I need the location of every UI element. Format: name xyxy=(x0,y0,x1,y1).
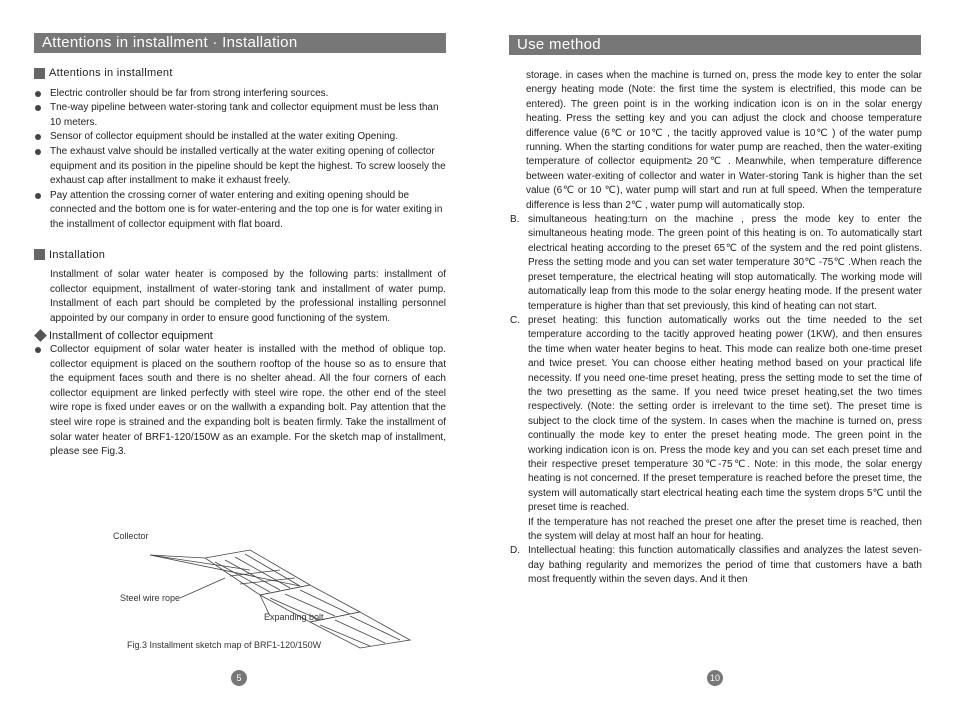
list-item: The exhaust valve should be installed vertically at the water exiting opening of collector equipment and its position in the pipeline should be kept the highest. To screw loosely the exhaust cap after installment to make it exhaust freely. xyxy=(34,145,446,189)
list-item: Sensor of collector equipment should be installed at the water exiting Opening. xyxy=(34,130,446,145)
subsection-collector-title: Installment of collector equipment xyxy=(34,329,446,344)
left-header-title: Attentions in installment · Installation xyxy=(42,34,298,51)
list-item-c-extra: If the temperature has not reached the preset one after the preset time is reached, then the system will delay at most half an hour for heating. xyxy=(528,516,922,542)
list-item-c: C. preset heating: this function automatically works out the time needed to the set temperature according to the tacitly approved heating power (1KW), and then ensures the time when water heater begins to heat. This mode can realize both one-time preset and twice preset. You can choose either heating method based on your practical life necessity. If you need one-time preset heating, press the setting mode to set the time of the two presetting as the same. If you need twice preset heating,set the two times respectively. (Note: the setting order is irrelevant to the time set). The preset time is subject to the clock time of the system. In cases when the machine is turned on, press continually the mode key to enter the preset heating mode. The green point in the working indication icon is on. Press the mode key and you can set each preset time and their respective preset temperature 30℃-75℃. Note: in this mode, the solar energy heating is not concerned. If the preset temperature is reached before the preset time, the system will automatically start electrical heating each time the system drops 5℃ until the preset time is reached. xyxy=(510,314,922,514)
section-attentions-title: Attentions in installment xyxy=(34,66,446,81)
square-bullet-icon xyxy=(34,249,45,260)
right-header-title: Use method xyxy=(517,36,601,53)
right-header-bar xyxy=(509,35,921,55)
item-label-b: B. xyxy=(510,214,520,226)
section-installation-title: Installation xyxy=(34,248,446,263)
collector-panel-3 xyxy=(310,612,410,648)
rope-pointer-line xyxy=(180,578,225,598)
square-bullet-icon xyxy=(34,68,45,79)
right-column xyxy=(510,69,922,588)
list-item: Tne-way pipeline between water-storing tank and collector equipment must be less than 10 meters. xyxy=(34,101,446,130)
left-column xyxy=(34,66,446,460)
list-item-d: D. Intellectual heating: this function automatically classifies and analyzes the latest seven-day bathing regularity and memorizes the period of time that customers have a bath most frequently within the seven days. And it then xyxy=(510,545,922,586)
collector-sketch xyxy=(110,530,440,650)
installment-sketch-figure xyxy=(110,530,440,650)
page-number-right: 10 xyxy=(707,670,723,686)
page-number-left: 5 xyxy=(231,670,247,686)
figure-caption: Fig.3 Installment sketch map of BRF1-120/150W xyxy=(127,640,322,650)
label-collector: Collector xyxy=(113,531,149,541)
list-item-b: B. simultaneous heating:turn on the machine , press the mode key to enter the simultaneous heating mode. The green point of this heating is on. To automatically start electrical heating according to the preset 65℃ of the system and the red point glistens. Press the setting mode and you can set water temperature 30℃ -75℃ .When reach the preset temperature, the electrical heating will stop automatically. The working mode will automatically leap from this mode to the solar energy heating mode. If the present water temperature is higher than that set previously, this kind of heating can not start. xyxy=(510,214,922,312)
mode-a-continued: storage. in cases when the machine is turned on, press the mode key to enter the solar energy heating mode (Note: the first time the system is electrified, this mode can be entered). The green point is in the working indication icon is on in the solar energy heating. Press the setting key and you can adjust the clock and choose temperature difference value (6℃ or 10℃ , the tacitly approved value is 10℃ ) of the water pump running. When the starting conditions for water pump are reached, then the water-exiting temperature of collector equipment≥ 20℃ . Meanwhile, when temperature difference between water-exiting of collector and water in Water-storing Tank is higher than the set value (6℃ or 10 ℃), water pump will start and run at full speed. When the temperature difference is less than 2℃ , water pump will automatically stop. xyxy=(526,70,922,211)
item-label-d: D. xyxy=(510,545,520,557)
collector-paragraph: Collector equipment of solar water heater is installed with the method of oblique top. collector equipment is placed on the southern rooftop of the house so as to ensure that the equipment faces south and there is no shelter ahead. All the four corners of each collector equipment are linked perfectly with steel wire rope. the other end of the steel wire rope is fixed under eaves or on the wallwith a expanding bolt. Pay attention that the steel wire rope is strained and the expanding bolt is beaten firmly. Take the installment of solar water heater of BRF1-120/150W as an example. For the sketch map of installment, please see Fig.3. xyxy=(34,343,446,460)
attentions-list xyxy=(34,87,446,233)
left-header-bar xyxy=(34,33,446,53)
label-expanding-bolt: Expanding bolt xyxy=(264,612,324,622)
installation-paragraph: Installment of solar water heater is composed by the following parts: installment of collector equipment, installment of water-storing tank and installment of water pump. Installment of each part should be completed by the professional installing personnel appointed by our company in order to ensure good functioning of the system. xyxy=(50,269,446,324)
label-steel-wire-rope: Steel wire rope xyxy=(120,593,181,603)
item-label-c: C. xyxy=(510,314,520,326)
list-item: Pay attention the crossing corner of water entering and exiting opening should be connected and the bottom one is for water-entering and the top one is for water exiting in the installment of collector equipment with flat board. xyxy=(34,189,446,233)
list-item: Electric controller should be far from strong interfering sources. xyxy=(34,87,446,102)
diamond-bullet-icon xyxy=(34,329,47,342)
